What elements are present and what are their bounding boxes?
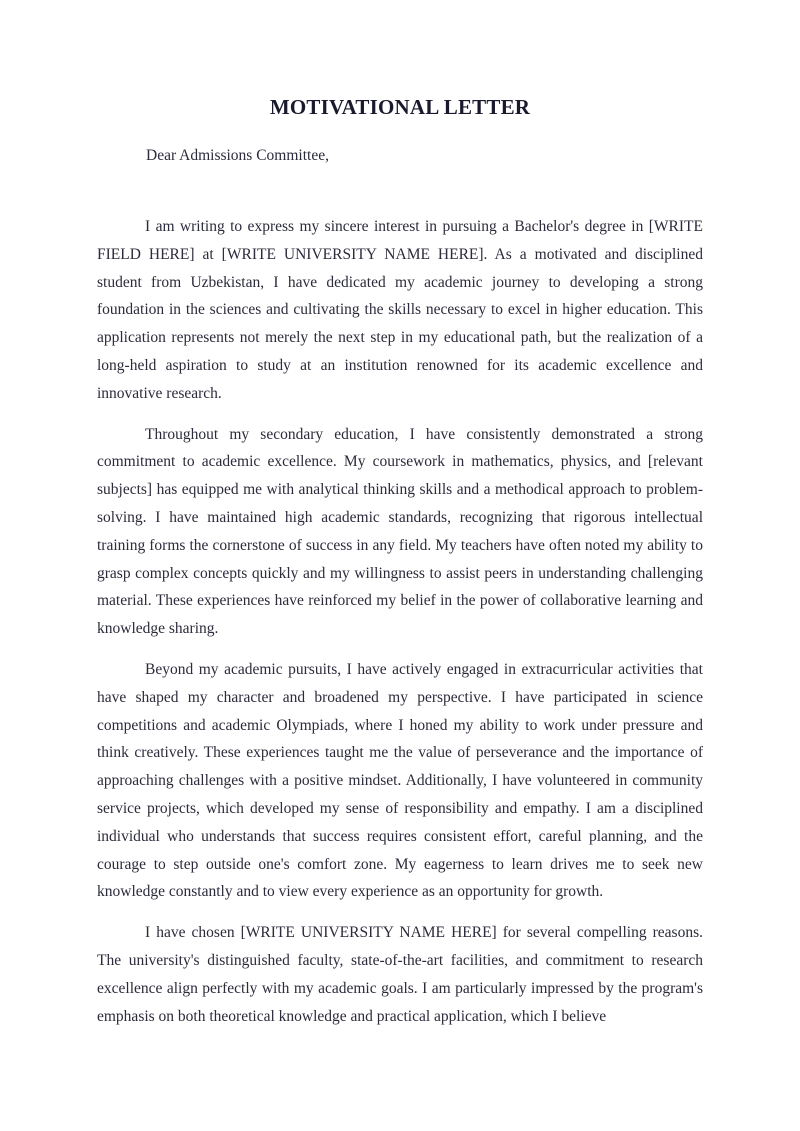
body-paragraph-4: I have chosen [WRITE UNIVERSITY NAME HERE] for several compelling reasons. The university's distinguished faculty, state-of-the-art facilities, and commitment to research excellence align perfectly with my academic goals. I am particularly impressed by the program's emphasis on both theoretical knowledge and practical application, which I believe bbox=[97, 924, 703, 1025]
body-paragraph-3: Beyond my academic pursuits, I have actively engaged in extracurricular activities that have shaped my character and broadened my perspective. I have participated in science competitions and academic Olympiads, where I honed my ability to work under pressure and think creatively. These experiences taught me the value of perseverance and the importance of approaching challenges with a positive mindset. Additionally, I have volunteered in community service projects, which developed my sense of responsibility and empathy. I am a disciplined individual who understands that success requires consistent effort, careful planning, and the courage to step outside one's comfort zone. My eagerness to learn drives me to seek new knowledge constantly and to view every experience as an opportunity for growth. bbox=[97, 660, 703, 901]
letter-title: MOTIVATIONAL LETTER bbox=[269, 95, 531, 119]
letter-body bbox=[97, 213, 703, 1043]
body-paragraph-2: Throughout my secondary education, I have consistently demonstrated a strong commitment to academic excellence. My coursework in mathematics, physics, and [relevant subjects] has equipped me with analytical thinking skills and a methodical approach to problem-solving. I have maintained high academic standards, recognizing that rigorous intellectual training forms the cornerstone of success in any field. My teachers have often noted my ability to grasp complex concepts quickly and my willingness to assist peers in understanding challenging material. These experiences have reinforced my belief in the power of collaborative learning and knowledge sharing. bbox=[97, 425, 703, 638]
body-paragraph-1: I am writing to express my sincere interest in pursuing a Bachelor's degree in [WRITE FIELD HERE] at [WRITE UNIVERSITY NAME HERE]. As a motivated and disciplined student from Uzbekistan, I have dedicated my academic journey to developing a strong foundation in the sciences and cultivating the skills necessary to excel in higher education. This application represents not merely the next step in my educational path, but the realization of a long-held aspiration to study at an institution renowned for its academic excellence and innovative research. bbox=[97, 218, 703, 402]
letter-salutation: Dear Admissions Committee, bbox=[146, 147, 329, 164]
